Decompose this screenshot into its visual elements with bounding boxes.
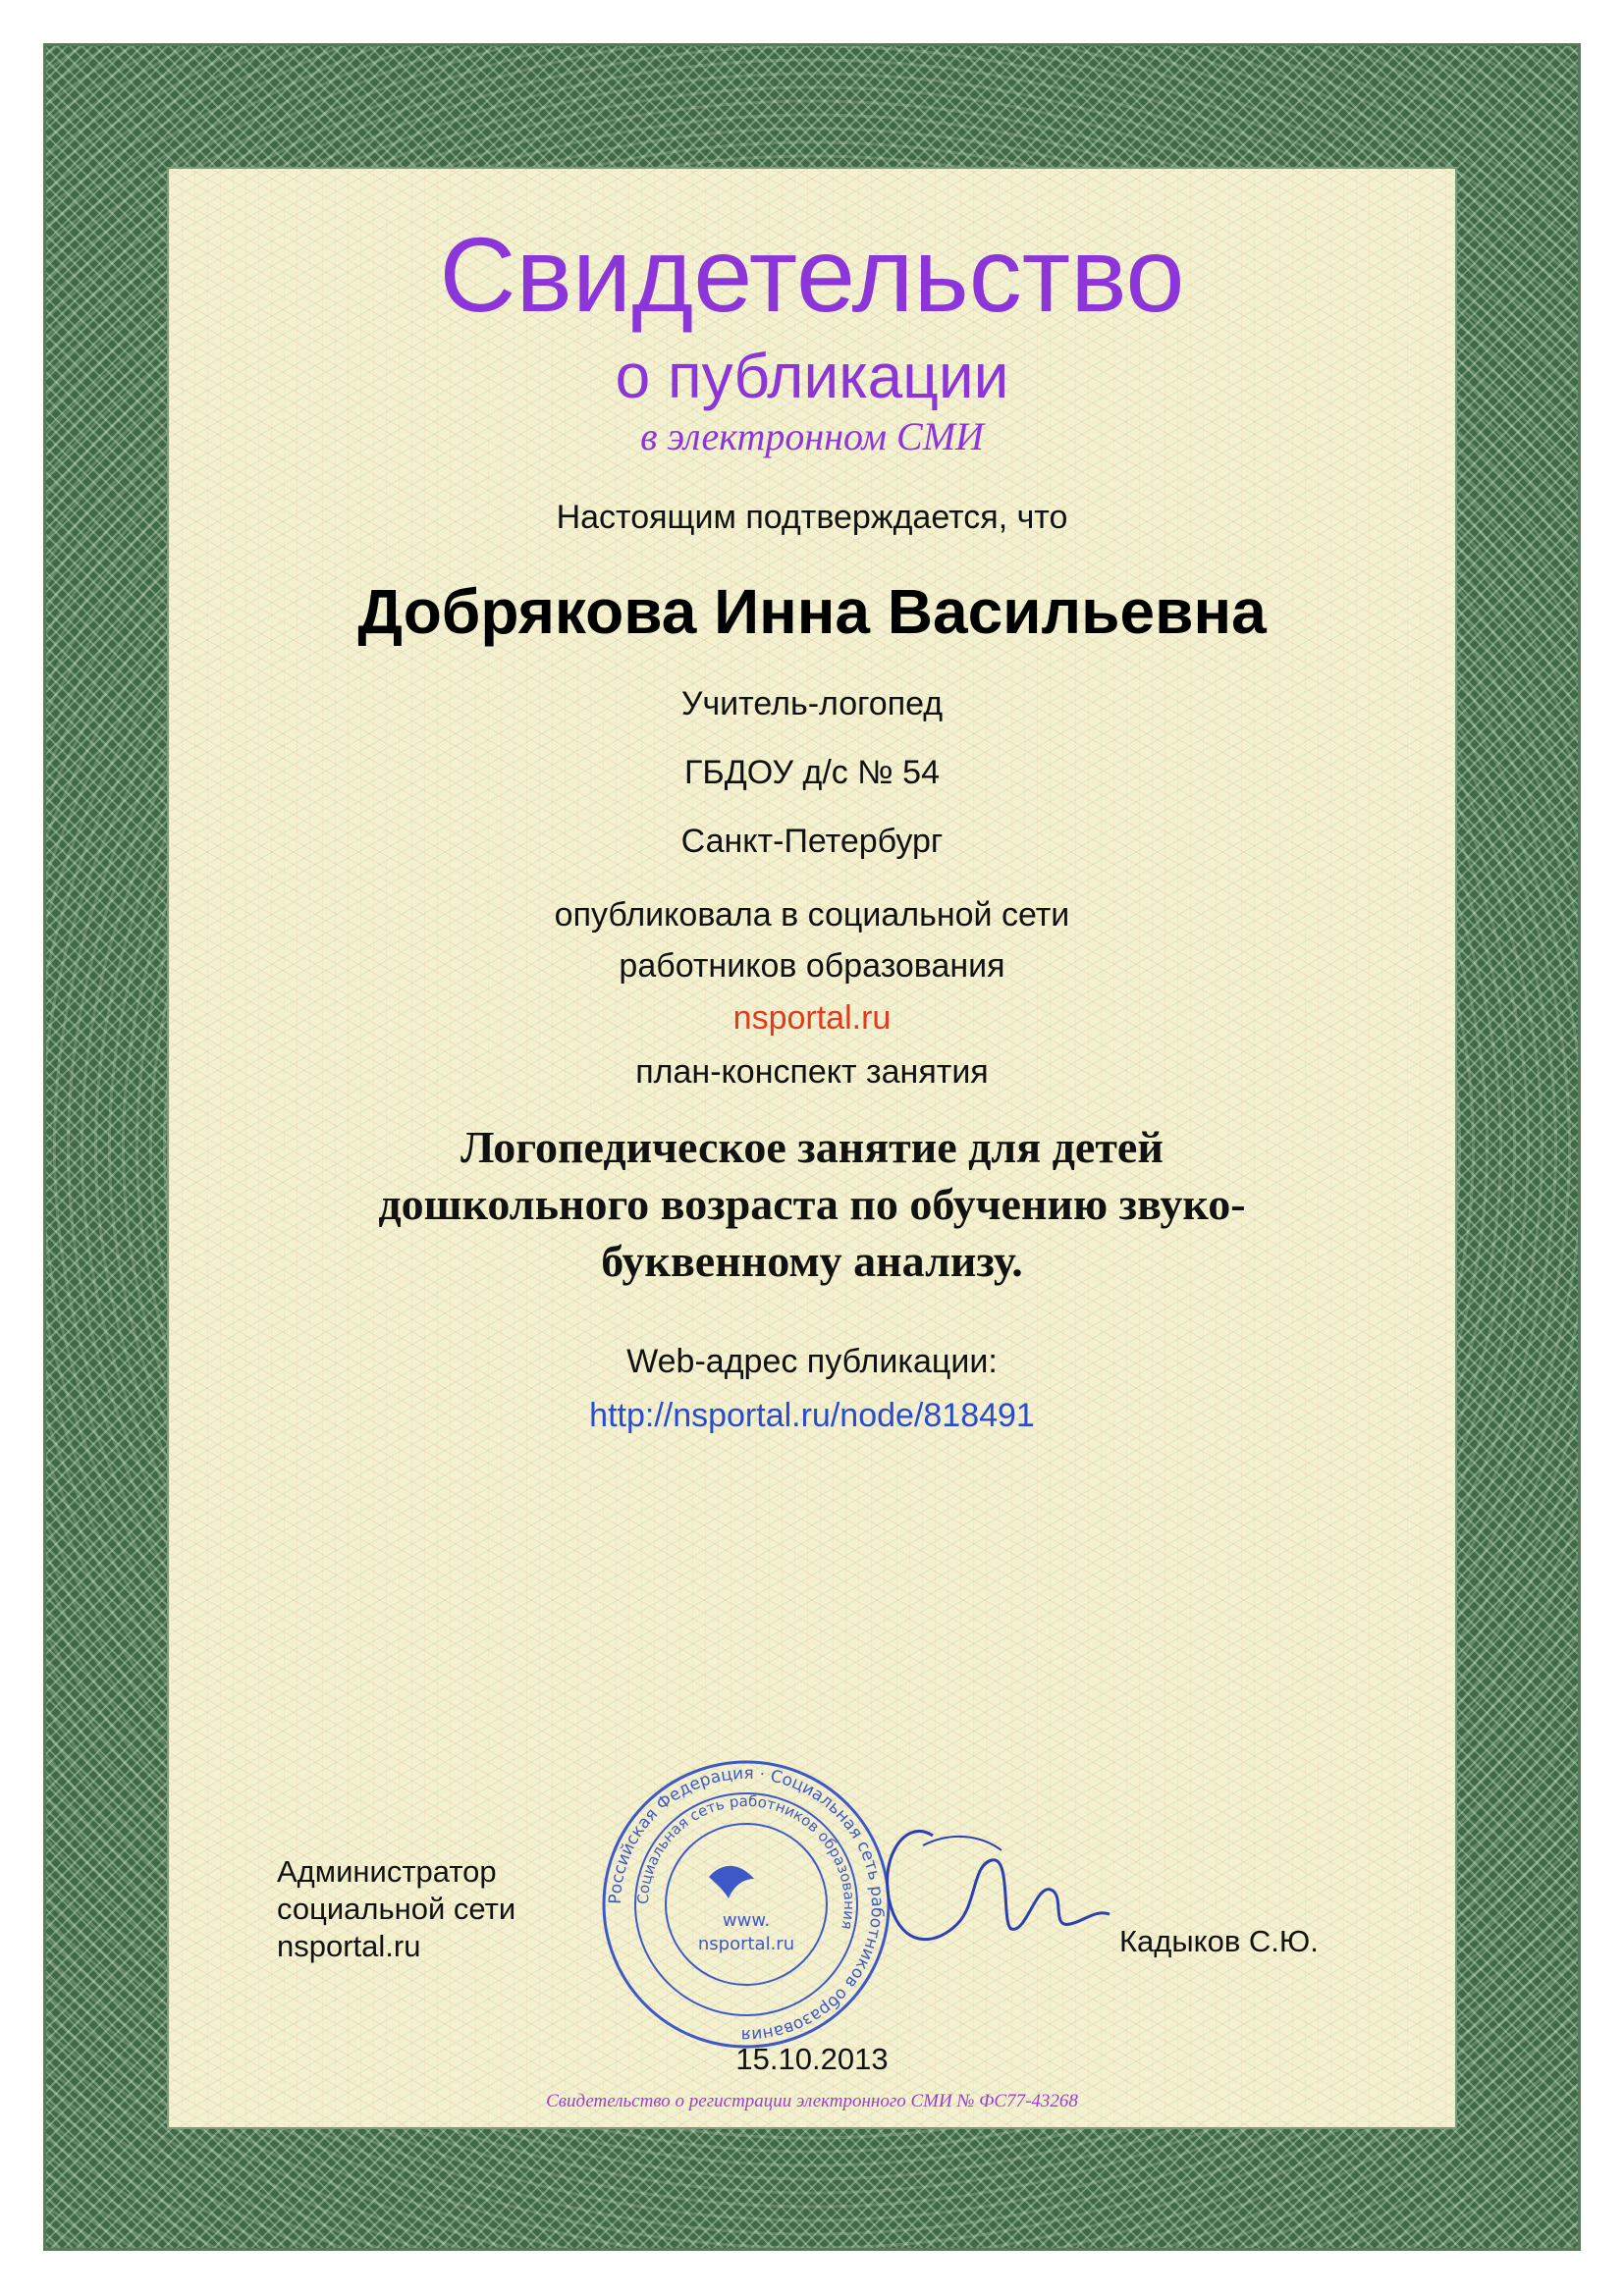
city: Санкт-Петербург (680, 823, 944, 860)
signature (864, 1806, 1119, 1973)
official-stamp (599, 1757, 893, 2052)
admin-line: Администратор (277, 1854, 497, 1889)
person-position: Учитель-логопед (680, 685, 944, 722)
registration-note: Свидетельство о регистрации электронного СМИ № ФС77-43268 (546, 2091, 1078, 2111)
published-line-2: работников образования (619, 947, 1005, 985)
work-title-line: дошкольного возраста по обучению звуко- (378, 1179, 1246, 1229)
web-address-label: Web-адрес публикации: (626, 1343, 998, 1380)
admin-line: nsportal.ru (277, 1929, 421, 1963)
site-name: nsportal.ru (732, 999, 892, 1037)
certificate-subtitle: о публикации (615, 341, 1009, 411)
person-name: Добрякова Инна Васильевна (357, 576, 1267, 647)
work-title-line: буквенному анализу. (601, 1236, 1023, 1286)
work-title-line: Логопедическое занятие для детей (460, 1122, 1164, 1172)
certificate-title: Свидетельство (439, 215, 1185, 334)
stamp-site: nsportal.ru (697, 1934, 795, 1954)
stamp-inner-text: Социальная сеть работников образования (633, 1791, 859, 1932)
work-type: план-конспект занятия (635, 1053, 989, 1091)
work-title (0, 1119, 1624, 1290)
media-type: в электронном СМИ (640, 414, 984, 458)
issue-date: 15.10.2013 (735, 2042, 889, 2076)
stamp-www: www. (722, 1910, 771, 1931)
admin-block (277, 1853, 515, 1965)
confirm-text: Настоящим подтверждается, что (556, 499, 1068, 536)
stamp-outer-text: Российская Федерация · Социальная сеть работников образования (605, 1763, 888, 2046)
dove-icon (709, 1866, 754, 1898)
organization: ГБДОУ д/с № 54 (684, 754, 940, 791)
published-line-1: опубликовала в социальной сети (554, 896, 1070, 934)
admin-line: социальной сети (277, 1892, 516, 1926)
publication-link[interactable]: http://nsportal.ru/node/818491 (589, 1397, 1035, 1434)
signer-name: Кадыков С.Ю. (1119, 1924, 1319, 1958)
